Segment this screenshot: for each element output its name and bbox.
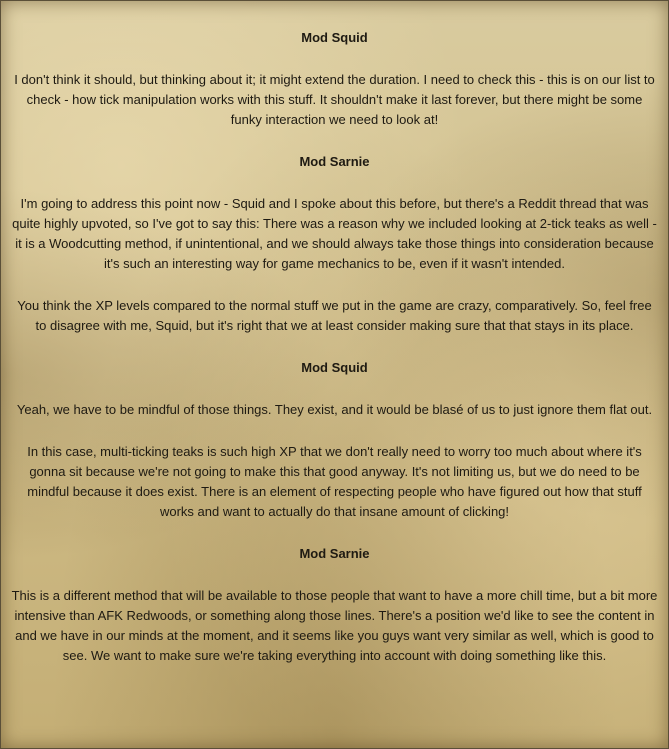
transcript-paragraph: I'm going to address this point now - Squid and I spoke about this before, but there's a Reddit thread that was quite highly upvoted, so I've got to say this: There was a reason why we included looking at 2-tick teaks as well - it is a Woodcutting method, if unintentional, and we should always take those things into consideration because it's such an interesting way for game mechanics to be, even if it wasn't intended. [12,196,657,271]
speaker-name: Mod Sarnie [299,546,370,561]
speaker-name: Mod Squid [301,30,368,45]
transcript-paragraph: I don't think it should, but thinking about it; it might extend the duration. I need to check this - this is on our list to check - how tick manipulation works with this stuff. It shouldn't make it last forever, but there might be some funky interaction we need to look at! [14,72,655,127]
speaker-name: Mod Sarnie [299,154,370,169]
transcript-paragraph: In this case, multi-ticking teaks is such high XP that we don't really need to worry too much about where it's gonna sit because we're not going to make this that good anyway. It's not limiting us, but we do need to be mindful because it does exist. There is an element of respecting people who have figured out how that stuff works and want to actually do that insane amount of clicking! [27,444,642,519]
speaker-name: Mod Squid [301,360,368,375]
transcript-paragraph: Yeah, we have to be mindful of those things. They exist, and it would be blasé of us to just ignore them flat out. [16,402,653,417]
transcript-paragraph: You think the XP levels compared to the normal stuff we put in the game are crazy, comparatively. So, feel free to disagree with me, Squid, but it's right that we at least consider making sure that that stays in its place. [17,298,652,333]
transcript-paragraph: This is a different method that will be available to those people that want to have a more chill time, but a bit more intensive than AFK Redwoods, or something along those lines. There's a position we'd like to see the content in and we have in our minds at the moment, and it seems like you guys want very similar as well, which is good to see. We want to make sure we're taking everything into account with doing something like this. [11,588,658,663]
